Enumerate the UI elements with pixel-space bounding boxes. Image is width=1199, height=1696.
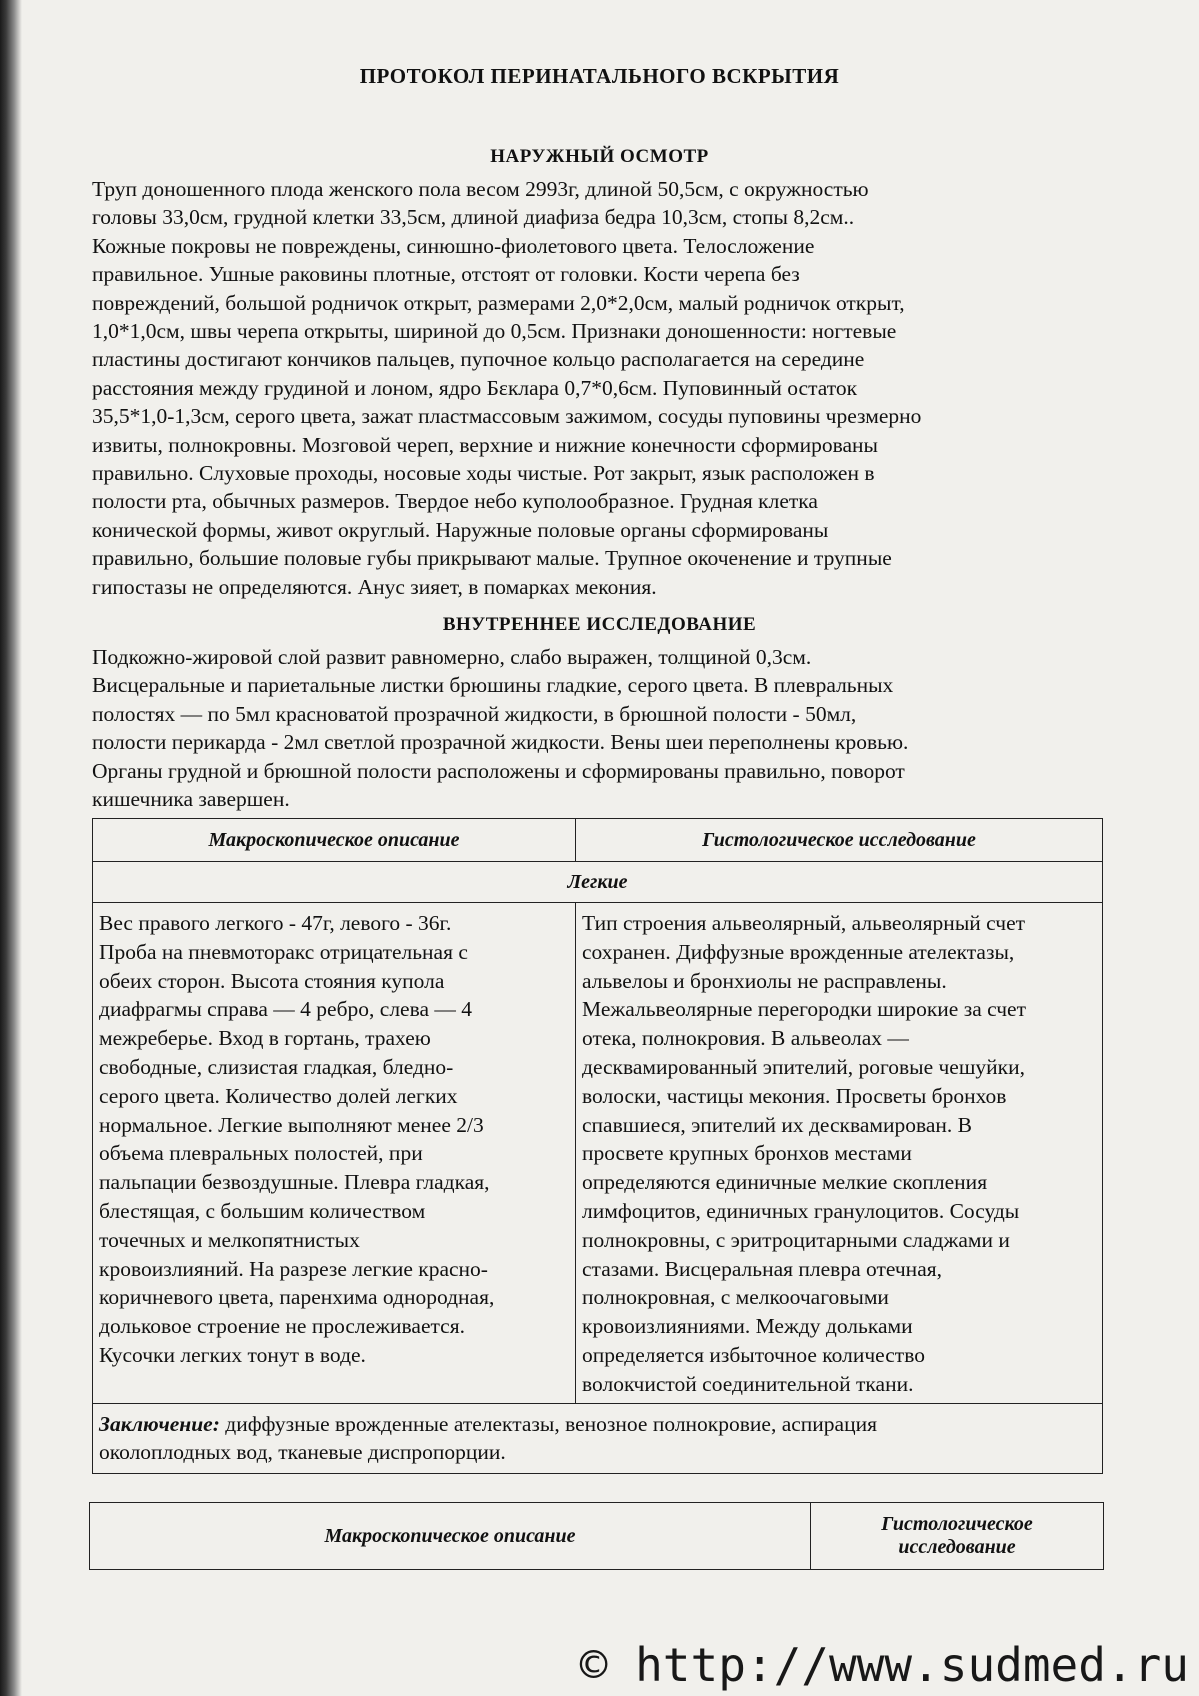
external-text-line: полости рта, обычных размеров. Твердое небо куполообразное. Грудная клетка [92,489,818,514]
macro-line: объема плевральных полостей, при [99,1141,423,1166]
col-header-histo-2-line1: Гистологическое [881,1513,1033,1535]
macro-line: межреберье. Вход в гортань, трахею [99,1026,431,1051]
external-text-line: расстояния между грудиной и лоном, ядро Бεклара 0,7*0,6см. Пуповинный остаток [92,375,858,400]
macro-line: Проба на пневмоторакс отрицательная с [99,939,468,964]
lungs-table [92,818,1103,1474]
external-exam-text [92,175,1107,601]
internal-exam-text [92,643,1107,813]
external-text-line: правильно, большие половые губы прикрывают малые. Трупное окоченение и трупные [92,546,892,571]
histo-description-cell [576,903,1103,1404]
document-title: ПРОТОКОЛ ПЕРИНАТАЛЬНОГО ВСКРЫТИЯ [359,64,840,88]
internal-text-line: Висцеральные и париетальные листки брюшины гладкие, серого цвета. В плевральных [92,673,894,698]
col-header-histo-2 [811,1503,1104,1570]
macro-line: Вес правого легкого - 47г, левого - 36г. [99,911,452,935]
histo-line: полнокровная, с мелкоочаговыми [582,1285,889,1310]
external-exam-heading: НАРУЖНЫЙ ОСМОТР [490,146,709,167]
conclusion-label: Заключение: [99,1411,220,1436]
histo-line: Тип строения альвеолярный, альвеолярный счет [582,911,1026,935]
histo-line: десквамированный эпителий, роговые чешуйки, [582,1054,1025,1079]
macro-line: блестящая, с большим количеством [99,1198,426,1223]
internal-text-line: кишечника завершен. [92,787,290,812]
external-text-line: повреждений, большой родничок открыт, размерами 2,0*2,0см, малый родничок открыт, [92,290,905,315]
external-text-line: конической формы, живот округлый. Наружные половые органы сформированы [92,517,829,542]
histo-line: волокчистой соединительной ткани. [582,1371,914,1396]
histo-line: волоски, частицы мекония. Просветы бронхов [582,1083,1007,1108]
external-text-line: правильно. Слуховые проходы, носовые ходы чистые. Рот закрыт, язык расположен в [92,461,875,486]
macro-line: пальпации безвоздушные. Плевра гладкая, [99,1170,490,1195]
macro-line: дольковое строение не прослеживается. [99,1314,465,1339]
macro-line: свободные, слизистая гладкая, бледно- [99,1054,454,1079]
conclusion-text-1: диффузные врожденные ателектазы, венозное полнокровие, аспирация [219,1411,877,1436]
external-text-line: Труп доношенного плода женского пола весом 2993г, длиной 50,5см, с окружностью [92,177,869,201]
histo-line: просвете крупных бронхов местами [582,1141,912,1166]
conclusion-cell [93,1403,1103,1474]
histo-line: кровоизлияниями. Между дольками [582,1314,913,1339]
external-text-line: головы 33,0см, грудной клетки 33,5см, длиной диафиза бедра 10,3см, стопы 8,2см.. [92,205,855,230]
histo-line: определяются единичные мелкие скопления [582,1170,988,1195]
external-text-line: пластины достигают кончиков пальцев, пупочное кольцо располагается на середине [92,347,865,372]
histo-line: спавшиеся, эпителий их десквамирован. В [582,1112,973,1137]
histo-line: альвелоы и бронхиолы не расправлены. [582,968,947,993]
col-header-histo: Гистологическое исследование [576,819,1103,862]
macro-line: коричневого цвета, паренхима однородная, [99,1285,495,1310]
next-table-header [89,1502,1104,1570]
macro-line: нормальное. Легкие выполняют менее 2/3 [99,1112,484,1137]
macro-line: Кусочки легких тонут в воде. [99,1342,366,1367]
watermark-url: © http://www.sudmed.ru [579,1638,1189,1692]
col-header-macro-2: Макроскопическое описание [90,1503,811,1570]
histo-line: Межальвеолярные перегородки широкие за счет [582,997,1026,1022]
histo-line: полнокровны, с эритроцитарными сладжами и [582,1227,1010,1252]
histo-line: лимфоцитов, единичных гранулоцитов. Сосуды [582,1198,1020,1223]
internal-text-line: полостях — по 5мл красноватой прозрачной жидкости, в брюшной полости - 50мл, [92,701,857,726]
histo-line: определяется избыточное количество [582,1342,925,1367]
macro-description-cell [93,903,576,1404]
external-text-line: 1,0*1,0см, швы черепа открыты, шириной до 0,5см. Признаки доношенности: ногтевые [92,319,897,344]
histo-line: стазами. Висцеральная плевра отечная, [582,1256,942,1281]
external-text-line: гипостазы не определяются. Анус зияет, в помарках мекония. [92,574,657,599]
macro-line: кровоизлияний. На разрезе легкие красно- [99,1256,488,1281]
external-text-line: правильное. Ушные раковины плотные, отстоят от головки. Кости черепа без [92,262,800,287]
section-lungs: Легкие [93,862,1103,903]
macro-line: точечных и мелкопятнистых [99,1227,360,1252]
scan-edge-shadow [0,0,22,1696]
col-header-macro: Макроскопическое описание [93,819,576,862]
internal-text-line: Органы грудной и брюшной полости расположены и сформированы правильно, поворот [92,758,905,783]
internal-text-line: полости перикарда - 2мл светлой прозрачной жидкости. Вены шеи переполнены кровью. [92,730,909,755]
external-text-line: 35,5*1,0-1,3см, серого цвета, зажат пластмассовым зажимом, сосуды пуповины чрезмерно [92,404,922,429]
col-header-histo-2-line2: исследование [898,1536,1016,1558]
internal-text-line: Подкожно-жировой слой развит равномерно, слабо выражен, толщиной 0,3см. [92,645,812,669]
internal-exam-heading: ВНУТРЕННЕЕ ИССЛЕДОВАНИЕ [442,614,757,635]
external-text-line: Кожные покровы не повреждены, синюшно-фиолетового цвета. Телосложение [92,233,815,258]
histo-line: отека, полнокровия. В альвеолах — [582,1026,909,1051]
macro-line: серого цвета. Количество долей легких [99,1083,458,1108]
histo-line: сохранен. Диффузные врожденные ателектазы, [582,939,1015,964]
macro-line: обеих сторон. Высота стояния купола [99,968,445,993]
macro-line: диафрагмы справа — 4 ребро, слева — 4 [99,997,473,1022]
external-text-line: извиты, полнокровны. Мозговой череп, верхние и нижние конечности сформированы [92,432,878,457]
conclusion-text-2: околоплодных вод, тканевые диспропорции. [99,1440,506,1465]
